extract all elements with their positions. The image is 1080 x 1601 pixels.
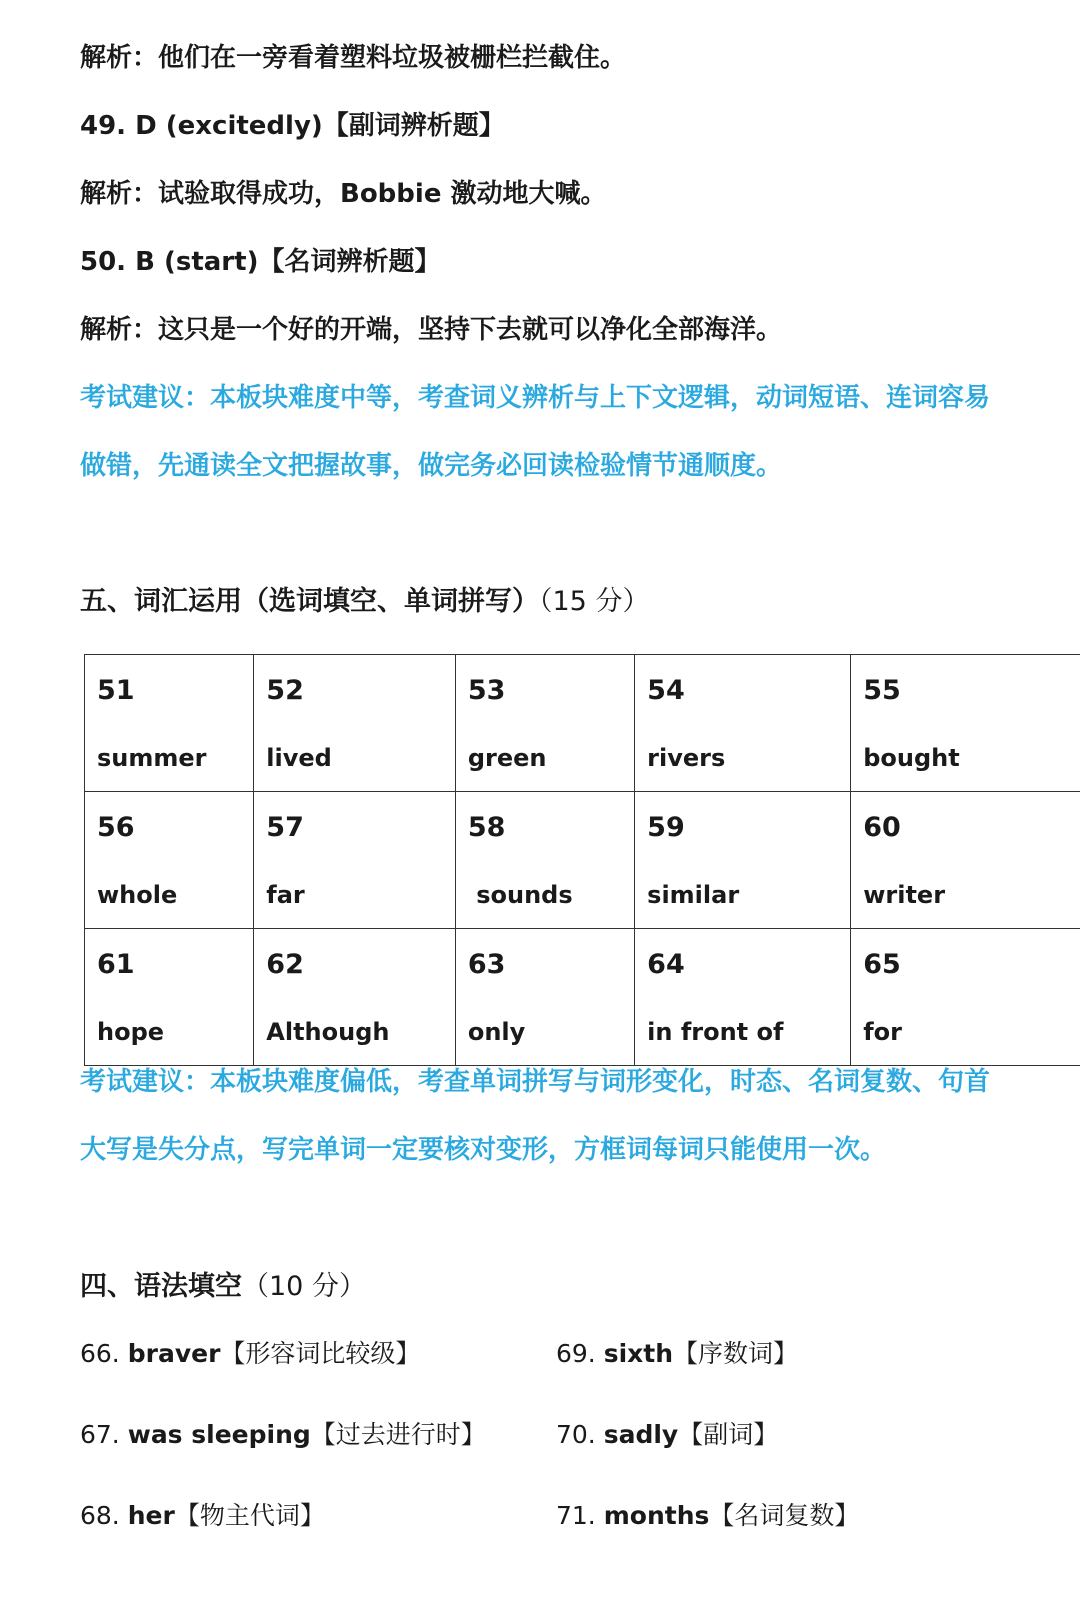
grammar-answer-70 xyxy=(556,1419,778,1451)
question-number: 55 xyxy=(863,675,901,706)
grammar-tag: 【物主代词】 xyxy=(174,1501,325,1530)
question-number: 53 xyxy=(467,675,506,706)
question-number: 65 xyxy=(863,949,901,980)
table-cell xyxy=(455,792,634,929)
answer-word: was sleeping xyxy=(127,1420,311,1449)
answer-word: writer xyxy=(863,881,946,909)
question-number: 67. xyxy=(80,1420,120,1449)
section-score: （10 分） xyxy=(242,1271,366,1302)
table-cell xyxy=(254,929,456,1066)
question-number: 71. xyxy=(556,1501,596,1530)
table-cell xyxy=(455,655,634,792)
grammar-answer-66 xyxy=(80,1338,420,1370)
table-cell xyxy=(85,655,254,792)
table-cell xyxy=(635,792,851,929)
analysis-line-48: 解析：他们在一旁看着塑料垃圾被栅栏拦截住。 xyxy=(80,43,627,73)
answer-word: green xyxy=(467,744,547,772)
section-title-text: 五、词汇运用（选词填空、单词拼写） xyxy=(80,586,539,617)
grammar-answer-67 xyxy=(80,1419,486,1451)
answer-word: summer xyxy=(97,744,207,772)
answer-word: hope xyxy=(97,1018,165,1046)
table-row xyxy=(85,655,1080,792)
question-number: 70. xyxy=(556,1420,596,1449)
answer-word: her xyxy=(127,1501,175,1530)
exam-tip-vocabulary: 考试建议：本板块难度偏低，考查单词拼写与词形变化，时态、名词复数、句首大写是失分点，写完单词一定要核对变形，方框词每词只能使用一次。 xyxy=(80,1067,991,1165)
answer-word: rivers xyxy=(647,744,726,772)
table-cell xyxy=(635,655,851,792)
question-number: 60 xyxy=(863,812,901,843)
question-number: 51 xyxy=(97,675,135,706)
table-cell xyxy=(635,929,851,1066)
answer-word: far xyxy=(266,881,305,909)
table-cell xyxy=(851,929,1080,1066)
answer-49: 49. D (excitedly)【副词辨析题】 xyxy=(80,111,505,141)
table-cell xyxy=(85,792,254,929)
answer-50: 50. B (start)【名词辨析题】 xyxy=(80,247,441,277)
table-cell xyxy=(254,655,456,792)
question-number: 68. xyxy=(80,1501,120,1530)
question-number: 69. xyxy=(556,1339,596,1368)
exam-tip-cloze: 考试建议：本板块难度中等，考查词义辨析与上下文逻辑，动词短语、连词容易做错，先通读全文把握故事，做完务必回读检验情节通顺度。 xyxy=(80,383,991,481)
grammar-tag: 【名词复数】 xyxy=(709,1501,860,1530)
answer-word: only xyxy=(467,1018,526,1046)
grammar-tag: 【副词】 xyxy=(678,1420,779,1449)
question-number: 63 xyxy=(467,949,506,980)
answer-word: similar xyxy=(647,881,740,909)
section-title-text: 四、语法填空 xyxy=(80,1271,242,1302)
question-number: 58 xyxy=(467,812,506,843)
grammar-tag: 【序数词】 xyxy=(673,1339,799,1368)
table-row xyxy=(85,929,1080,1066)
answer-word: Although xyxy=(266,1018,390,1046)
question-number: 61 xyxy=(97,949,135,980)
answer-word: in front of xyxy=(647,1018,784,1046)
question-number: 54 xyxy=(647,675,685,706)
answer-word: sixth xyxy=(603,1339,674,1368)
answer-word: bought xyxy=(863,744,960,772)
answer-word: whole xyxy=(97,881,178,909)
section-score: （15 分） xyxy=(539,586,650,617)
table-cell xyxy=(254,792,456,929)
question-number: 59 xyxy=(647,812,685,843)
answer-word: sadly xyxy=(603,1420,679,1449)
answer-word: braver xyxy=(127,1339,221,1368)
grammar-answer-71 xyxy=(556,1500,859,1532)
grammar-answer-68 xyxy=(80,1500,325,1532)
section-title-vocabulary xyxy=(80,585,649,619)
table-cell xyxy=(851,655,1080,792)
answer-word: for xyxy=(863,1018,902,1046)
table-cell xyxy=(851,792,1080,929)
answer-word: months xyxy=(603,1501,710,1530)
table-row xyxy=(85,792,1080,929)
grammar-tag: 【形容词比较级】 xyxy=(220,1339,421,1368)
grammar-answer-69 xyxy=(556,1338,798,1370)
table-cell xyxy=(455,929,634,1066)
vocabulary-answer-table xyxy=(84,654,1080,1066)
question-number: 52 xyxy=(266,675,304,706)
question-number: 64 xyxy=(647,949,685,980)
grammar-tag: 【过去进行时】 xyxy=(310,1420,486,1449)
question-number: 57 xyxy=(266,812,304,843)
analysis-line-49: 解析：试验取得成功，Bobbie 激动地大喊。 xyxy=(80,179,607,209)
question-number: 66. xyxy=(80,1339,120,1368)
question-number: 56 xyxy=(97,812,135,843)
answer-word: sounds xyxy=(467,881,573,909)
table-cell xyxy=(85,929,254,1066)
section-title-grammar xyxy=(80,1270,366,1304)
answer-word: lived xyxy=(266,744,332,772)
question-number: 62 xyxy=(266,949,304,980)
analysis-line-50: 解析：这只是一个好的开端，坚持下去就可以净化全部海洋。 xyxy=(80,315,783,345)
